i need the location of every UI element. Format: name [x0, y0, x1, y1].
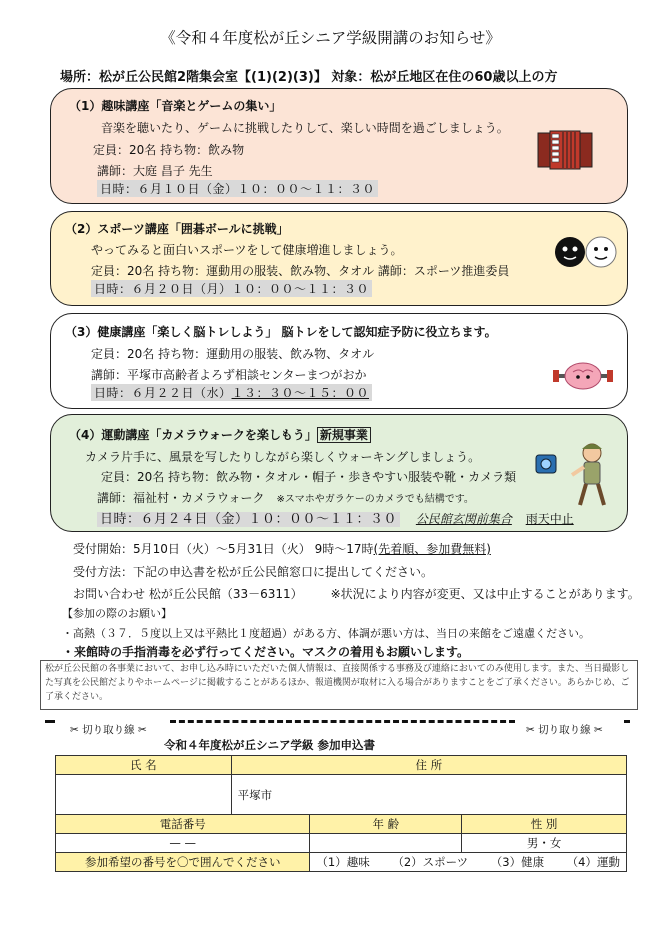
- application-form: [55, 755, 627, 872]
- course-heading: （4）運動講座「カメラウォークを楽しもう」 新規事業: [69, 426, 371, 443]
- choice-exercise[interactable]: （4）運動: [566, 855, 620, 869]
- address-header: 住 所: [231, 756, 626, 775]
- phone-field[interactable]: — —: [56, 834, 310, 853]
- rain-cancel: 雨天中止: [525, 512, 574, 526]
- new-project-badge: 新規事業: [317, 427, 371, 443]
- course-box-exercise: [50, 414, 628, 532]
- notice-heading: 【参加の際のお願い】: [62, 607, 172, 620]
- course-box-health: [50, 313, 628, 409]
- go-balls-icon: [553, 234, 619, 270]
- course-date: 日時：６月２２日（水）１３：３０～１５：００: [91, 384, 372, 401]
- course-heading: （2）スポーツ講座「囲碁ボールに挑戦」: [65, 222, 289, 236]
- cut-line-label: ✂ 切り取り線 ✂: [526, 724, 603, 736]
- course-box-hobby: [50, 88, 628, 204]
- name-header: 氏 名: [56, 756, 232, 775]
- choice-prompt: 参加希望の番号を〇で囲んでください: [56, 853, 310, 872]
- privacy-notice: 松が丘公民館の各事業において、お申し込み時にいただいた個人情報は、直接関係する事務及び連絡においてのみ使用します。また、当日撮影した写真を公民館だよりやホームページに掲載することがあるほか、報道機関が取材に入る場合がありますことをご了承ください。あらかじめ、ご了承ください。: [40, 660, 638, 710]
- meeting-point: 公民館玄関前集合: [415, 512, 512, 526]
- gender-header: 性 別: [462, 815, 627, 834]
- course-lecturer: 講師：平塚市高齢者よろず相談センターまつがおか: [91, 368, 367, 382]
- course-date: 日時：６月２４日（金）１０：００～１１：３０: [97, 512, 400, 527]
- course-heading: （1）趣味講座「音楽とゲームの集い」: [69, 99, 282, 113]
- phone-header: 電話番号: [56, 815, 310, 834]
- address-field[interactable]: 平塚市: [231, 775, 626, 815]
- course-time: １３：３０～１５：００: [231, 386, 370, 400]
- name-field[interactable]: [56, 775, 232, 815]
- course-description: 音楽を聴いたり、ゲームに挑戦したりして、楽しい時間を過ごしましょう。: [101, 121, 509, 135]
- age-header: 年 齢: [310, 815, 462, 834]
- cut-line-segment: [45, 720, 55, 723]
- walking-camera-icon: [534, 437, 620, 509]
- gender-field[interactable]: 男・女: [462, 834, 627, 853]
- choice-health[interactable]: （3）健康: [490, 855, 545, 869]
- cut-line-segment: [624, 720, 630, 723]
- reception-period: 受付開始：5月10日（火）～5月31日（火） 9時～17時(先着順、参加費無料): [73, 542, 491, 556]
- notice-item: ・高熱（３７．５度以上又は平熱比１度超過）がある方、体調が悪い方は、当日の来館をご遠慮ください。: [62, 627, 590, 640]
- course-capacity: 定員：20名 持ち物：運動用の服装、飲み物、タオル: [91, 347, 375, 361]
- age-field[interactable]: [310, 834, 462, 853]
- course-date: 日時：６月２０日（月）１０：００～１１：３０: [91, 280, 372, 297]
- cut-line-segment: [170, 720, 515, 723]
- course-lecturer: 講師：福祉村・カメラウォーク ※スマホやガラケーのカメラでも結構です。: [97, 491, 474, 505]
- form-title: 令和４年度松が丘シニア学級 参加申込書: [164, 738, 376, 752]
- course-lecturer: 講師：大庭 昌子 先生: [97, 164, 213, 178]
- course-description: カメラ片手に、風景を写したりしながら楽しくウォーキングしましょう。: [85, 450, 481, 464]
- venue-target-line: 場所：松が丘公民館2階集会室【(1)(2)(3)】 対象：松が丘地区在住の60歳以上の方: [60, 70, 558, 85]
- reception-method: 受付方法：下記の申込書を松が丘公民館窓口に提出してください。: [73, 565, 434, 579]
- choice-options: [310, 853, 627, 872]
- cut-line-label: ✂ 切り取り線 ✂: [70, 724, 147, 736]
- page-title: 《令和４年度松が丘シニア学級開講のお知らせ》: [160, 29, 501, 47]
- choice-sports[interactable]: （2）スポーツ: [392, 855, 469, 869]
- notice-item: ・来館時の手指消毒を必ず行ってください。マスクの着用もお願いします。: [62, 645, 470, 659]
- brain-dumbbell-icon: [551, 358, 615, 392]
- course-date-row: [97, 508, 574, 527]
- course-capacity: 定員：20名 持ち物：飲み物: [93, 143, 245, 157]
- choice-hobby[interactable]: （1）趣味: [316, 855, 370, 869]
- course-description: やってみると面白いスポーツをして健康増進しましょう。: [91, 243, 403, 257]
- course-date: 日時：６月１０日（金）１０：００～１１：３０: [97, 180, 378, 197]
- course-capacity: 定員：20名 持ち物：運動用の服装、飲み物、タオル 講師：スポーツ推進委員: [91, 264, 510, 278]
- contact-line: お問い合わせ 松が丘公民館（33－6311） ※状況により内容が変更、又は中止することがあります。: [73, 587, 640, 601]
- course-box-sports: [50, 211, 628, 306]
- course-capacity: 定員：20名 持ち物：飲み物・タオル・帽子・歩きやすい服装や靴・カメラ類: [101, 470, 517, 484]
- course-heading: （3）健康講座「楽しく脳トレしよう」 脳トレをして認知症予防に役立ちます。: [65, 325, 497, 339]
- accordion-icon: [536, 127, 594, 172]
